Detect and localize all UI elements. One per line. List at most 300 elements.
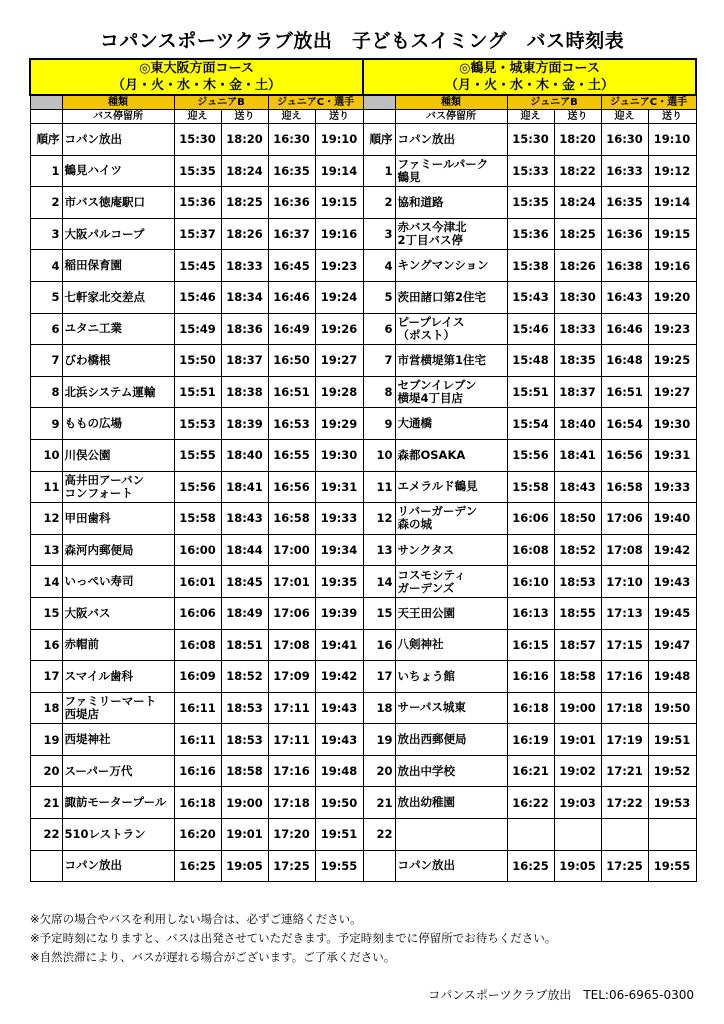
stop-name (395, 819, 507, 851)
time-c-dropoff: 19:43 (315, 692, 363, 724)
stop-name: いちょう館 (395, 661, 507, 693)
time-c-pickup: 17:19 (601, 724, 648, 756)
time-b-pickup: 16:06 (507, 503, 554, 535)
time-c-dropoff: 19:47 (648, 629, 696, 661)
time-b-pickup: 16:11 (174, 724, 221, 756)
time-b-pickup: 16:00 (174, 534, 221, 566)
time-b-pickup: 15:49 (174, 313, 221, 345)
time-c-pickup: 16:46 (268, 281, 315, 313)
stop-name: 甲田歯科 (62, 503, 174, 535)
time-b-pickup: 16:08 (507, 534, 554, 566)
time-b-pickup: 16:16 (174, 755, 221, 787)
time-b-dropoff: 18:34 (221, 281, 268, 313)
table-row (30, 566, 363, 598)
table-row (30, 850, 363, 882)
time-c-pickup: 17:11 (268, 692, 315, 724)
stop-order: 18 (363, 692, 395, 724)
table-row (363, 850, 696, 882)
table-row (30, 376, 363, 408)
course-header (30, 59, 363, 95)
table-row (363, 503, 696, 535)
time-c-dropoff: 19:10 (648, 124, 696, 156)
time-c-pickup: 16:50 (268, 345, 315, 377)
table-row (363, 250, 696, 282)
stop-name: 七軒家北交差点 (62, 281, 174, 313)
stop-order: 16 (363, 629, 395, 661)
table-row (30, 503, 363, 535)
time-c-pickup: 16:30 (601, 124, 648, 156)
time-b-dropoff: 19:02 (554, 755, 601, 787)
time-b-dropoff: 18:53 (554, 566, 601, 598)
time-c-dropoff: 19:42 (315, 661, 363, 693)
header-blank (30, 95, 62, 110)
timetable-tsurumi-joto (362, 58, 697, 882)
stop-name: ファミリーマート 西堤店 (62, 692, 174, 724)
note-line: ※自然渋滞により、バスが遅れる場合がございます。ご了承ください。 (30, 950, 396, 964)
stop-name: コパン放出 (395, 124, 507, 156)
stop-name: 大阪パルコープ (62, 218, 174, 250)
time-b-pickup: 16:21 (507, 755, 554, 787)
stop-name: 稲田保育園 (62, 250, 174, 282)
stop-name: 西堤神社 (62, 724, 174, 756)
time-b-dropoff: 18:51 (221, 629, 268, 661)
time-b-pickup: 16:25 (174, 850, 221, 882)
table-row (30, 155, 363, 187)
time-b-pickup: 15:56 (174, 471, 221, 503)
time-b-pickup: 15:37 (174, 218, 221, 250)
table-row (363, 408, 696, 440)
stop-name: 諏訪モータープール (62, 787, 174, 819)
header-pickup: 迎え (268, 110, 315, 124)
time-b-pickup: 15:53 (174, 408, 221, 440)
table-row (30, 250, 363, 282)
stop-order: 10 (363, 439, 395, 471)
header-junior-b: ジュニアB (507, 95, 601, 110)
header-dropoff: 送り (554, 110, 601, 124)
time-b-pickup: 15:33 (507, 155, 554, 187)
stop-order: 16 (30, 629, 62, 661)
table-row (363, 124, 696, 156)
table-row (363, 819, 696, 851)
stop-name: 川俣公園 (62, 439, 174, 471)
time-b-dropoff: 18:55 (554, 597, 601, 629)
stop-order: 21 (363, 787, 395, 819)
stop-name: 510レストラン (62, 819, 174, 851)
time-c-pickup: 16:43 (601, 281, 648, 313)
table-row (363, 661, 696, 693)
time-c-pickup: 17:06 (601, 503, 648, 535)
time-b-dropoff: 18:52 (221, 661, 268, 693)
table-row (30, 819, 363, 851)
time-c-dropoff: 19:16 (648, 250, 696, 282)
table-row (30, 408, 363, 440)
stop-name: 森都OSAKA (395, 439, 507, 471)
table-row (363, 281, 696, 313)
time-c-dropoff: 19:23 (648, 313, 696, 345)
time-c-pickup: 16:37 (268, 218, 315, 250)
table-row (30, 534, 363, 566)
time-b-pickup: 16:01 (174, 566, 221, 598)
stop-order: 14 (30, 566, 62, 598)
stop-order: 22 (30, 819, 62, 851)
time-b-pickup: 15:46 (174, 281, 221, 313)
header-blank (363, 110, 395, 124)
time-b-pickup: 15:54 (507, 408, 554, 440)
time-b-dropoff: 18:43 (554, 471, 601, 503)
time-c-pickup: 16:38 (601, 250, 648, 282)
time-b-dropoff: 18:57 (554, 629, 601, 661)
time-c-pickup: 16:45 (268, 250, 315, 282)
header-pickup: 迎え (507, 110, 554, 124)
stop-name: リバーガーデン 森の城 (395, 503, 507, 535)
stop-name: サンクタス (395, 534, 507, 566)
time-b-pickup: 15:55 (174, 439, 221, 471)
table-row (363, 629, 696, 661)
time-b-pickup: 15:38 (507, 250, 554, 282)
header-dropoff: 送り (221, 110, 268, 124)
stop-name: キングマンション (395, 250, 507, 282)
stop-order: 2 (363, 187, 395, 219)
time-b-pickup: 16:10 (507, 566, 554, 598)
time-b-pickup: 15:50 (174, 345, 221, 377)
stop-order: 2 (30, 187, 62, 219)
time-b-dropoff: 18:43 (221, 503, 268, 535)
table-row (30, 471, 363, 503)
stop-name: 高井田アーバン コンフォート (62, 471, 174, 503)
stop-order: 17 (363, 661, 395, 693)
table-row (30, 787, 363, 819)
stop-name: エメラルド鶴見 (395, 471, 507, 503)
stop-order: 5 (30, 281, 62, 313)
header-blank (30, 110, 62, 124)
table-row (363, 597, 696, 629)
stop-order: 19 (363, 724, 395, 756)
time-b-dropoff: 18:20 (221, 124, 268, 156)
stop-name: 赤帽前 (62, 629, 174, 661)
time-c-pickup: 17:00 (268, 534, 315, 566)
time-c-pickup: 17:16 (268, 755, 315, 787)
course-header (363, 59, 696, 95)
time-c-pickup: 17:21 (601, 755, 648, 787)
time-b-pickup: 16:22 (507, 787, 554, 819)
stop-name: 鶴見ハイツ (62, 155, 174, 187)
time-c-dropoff: 19:25 (648, 345, 696, 377)
stop-order: 20 (30, 755, 62, 787)
stop-name: びわ橋根 (62, 345, 174, 377)
time-c-dropoff: 19:50 (315, 787, 363, 819)
time-b-dropoff: 18:24 (221, 155, 268, 187)
course-days: （月・火・水・木・金・土） (445, 78, 615, 93)
stop-order: 14 (363, 566, 395, 598)
time-c-dropoff: 19:30 (648, 408, 696, 440)
time-b-pickup (507, 819, 554, 851)
footer-contact: コパンスポーツクラブ放出 TEL:06-6965-0300 (428, 988, 694, 1002)
time-c-dropoff: 19:29 (315, 408, 363, 440)
table-row (30, 345, 363, 377)
table-row (30, 124, 363, 156)
time-c-dropoff: 19:16 (315, 218, 363, 250)
time-c-dropoff: 19:48 (648, 661, 696, 693)
time-b-pickup: 16:09 (174, 661, 221, 693)
time-c-dropoff: 19:41 (315, 629, 363, 661)
table-row (363, 534, 696, 566)
time-c-pickup: 17:18 (601, 692, 648, 724)
time-c-pickup: 17:09 (268, 661, 315, 693)
table-row (30, 597, 363, 629)
time-c-pickup: 17:25 (601, 850, 648, 882)
stop-name: コパン放出 (62, 124, 174, 156)
table-row (363, 787, 696, 819)
time-c-dropoff: 19:40 (648, 503, 696, 535)
table-row (363, 724, 696, 756)
time-c-pickup: 17:22 (601, 787, 648, 819)
time-c-pickup: 16:58 (601, 471, 648, 503)
stop-order: 20 (363, 755, 395, 787)
time-c-dropoff (648, 819, 696, 851)
stop-order: 4 (30, 250, 62, 282)
header-type: 種類 (62, 95, 174, 110)
stop-name: 森河内郵便局 (62, 534, 174, 566)
time-b-dropoff: 18:24 (554, 187, 601, 219)
time-c-pickup: 17:16 (601, 661, 648, 693)
time-c-dropoff: 19:26 (315, 313, 363, 345)
stop-order: 19 (30, 724, 62, 756)
time-c-pickup: 17:10 (601, 566, 648, 598)
time-b-dropoff: 18:33 (554, 313, 601, 345)
time-c-pickup: 17:25 (268, 850, 315, 882)
stop-order: 7 (30, 345, 62, 377)
time-b-dropoff: 18:33 (221, 250, 268, 282)
time-c-dropoff: 19:52 (648, 755, 696, 787)
time-c-dropoff: 19:53 (648, 787, 696, 819)
time-b-pickup: 15:58 (507, 471, 554, 503)
table-row (363, 187, 696, 219)
time-c-pickup: 17:06 (268, 597, 315, 629)
time-c-pickup: 17:15 (601, 629, 648, 661)
time-b-dropoff: 18:26 (554, 250, 601, 282)
time-b-dropoff: 18:58 (554, 661, 601, 693)
time-c-pickup: 17:20 (268, 819, 315, 851)
time-b-dropoff: 19:03 (554, 787, 601, 819)
stop-name: コスモシティ ガーデンズ (395, 566, 507, 598)
time-c-dropoff: 19:51 (315, 819, 363, 851)
stop-order: 17 (30, 661, 62, 693)
time-c-dropoff: 19:42 (648, 534, 696, 566)
table-row (30, 439, 363, 471)
time-c-pickup (601, 819, 648, 851)
time-b-pickup: 15:36 (174, 187, 221, 219)
time-b-pickup: 16:11 (174, 692, 221, 724)
time-b-pickup: 16:20 (174, 819, 221, 851)
time-c-pickup: 16:53 (268, 408, 315, 440)
time-c-dropoff: 19:31 (648, 439, 696, 471)
time-c-dropoff: 19:12 (648, 155, 696, 187)
stop-name: 赤バス今津北 2丁目バス停 (395, 218, 507, 250)
time-c-dropoff: 19:31 (315, 471, 363, 503)
time-c-dropoff: 19:15 (648, 218, 696, 250)
time-c-dropoff: 19:55 (315, 850, 363, 882)
stop-order: 順序 (363, 124, 395, 156)
stop-order: 15 (363, 597, 395, 629)
time-c-pickup: 17:18 (268, 787, 315, 819)
stop-order: 11 (363, 471, 395, 503)
header-junior-c: ジュニアC・選手 (268, 95, 363, 110)
stop-name: サーパス城東 (395, 692, 507, 724)
stop-order (363, 850, 395, 882)
course-days: （月・火・水・木・金・土） (112, 78, 282, 93)
table-row (30, 692, 363, 724)
stop-order: 18 (30, 692, 62, 724)
stop-order: 8 (30, 376, 62, 408)
page-title: コパンスポーツクラブ放出 子どもスイミング バス時刻表 (99, 30, 625, 52)
time-c-pickup: 16:33 (601, 155, 648, 187)
time-b-dropoff: 19:00 (554, 692, 601, 724)
time-c-pickup: 17:13 (601, 597, 648, 629)
stop-order: 13 (363, 534, 395, 566)
time-c-dropoff: 19:55 (648, 850, 696, 882)
time-b-pickup: 16:16 (507, 661, 554, 693)
time-b-dropoff: 19:01 (554, 724, 601, 756)
time-b-dropoff: 18:53 (221, 724, 268, 756)
header-pickup: 迎え (174, 110, 221, 124)
time-c-pickup: 16:58 (268, 503, 315, 535)
table-row (363, 566, 696, 598)
time-b-pickup: 16:25 (507, 850, 554, 882)
time-c-dropoff: 19:43 (315, 724, 363, 756)
time-b-pickup: 15:48 (507, 345, 554, 377)
stop-name: 市バス徳庵駅口 (62, 187, 174, 219)
header-dropoff: 送り (315, 110, 363, 124)
time-c-dropoff: 19:14 (315, 155, 363, 187)
table-row (30, 218, 363, 250)
time-c-dropoff: 19:34 (315, 534, 363, 566)
time-b-pickup: 15:30 (174, 124, 221, 156)
header-blank (363, 95, 395, 110)
time-b-dropoff: 18:26 (221, 218, 268, 250)
stop-order: 9 (363, 408, 395, 440)
time-c-dropoff: 19:14 (648, 187, 696, 219)
time-b-dropoff: 18:41 (554, 439, 601, 471)
time-b-pickup: 16:18 (174, 787, 221, 819)
notes (30, 910, 556, 967)
stop-name: 大通橋 (395, 408, 507, 440)
table-row (30, 313, 363, 345)
header-dropoff: 送り (648, 110, 696, 124)
time-b-pickup: 16:18 (507, 692, 554, 724)
time-c-dropoff: 19:33 (315, 503, 363, 535)
stop-order: 11 (30, 471, 62, 503)
time-b-dropoff: 19:00 (221, 787, 268, 819)
table-row (30, 629, 363, 661)
time-c-pickup: 16:35 (601, 187, 648, 219)
time-c-pickup: 16:35 (268, 155, 315, 187)
time-c-pickup: 17:11 (268, 724, 315, 756)
time-b-pickup: 16:08 (174, 629, 221, 661)
time-b-pickup: 15:56 (507, 439, 554, 471)
header-pickup: 迎え (601, 110, 648, 124)
time-c-dropoff: 19:27 (315, 345, 363, 377)
time-b-pickup: 15:35 (507, 187, 554, 219)
time-b-dropoff: 18:53 (221, 692, 268, 724)
table-row (30, 281, 363, 313)
time-c-dropoff: 19:27 (648, 376, 696, 408)
table-row (363, 755, 696, 787)
time-b-pickup: 15:30 (507, 124, 554, 156)
time-b-pickup: 16:15 (507, 629, 554, 661)
time-b-dropoff: 18:39 (221, 408, 268, 440)
time-b-dropoff: 18:35 (554, 345, 601, 377)
stop-name: 大阪バス (62, 597, 174, 629)
time-c-dropoff: 19:10 (315, 124, 363, 156)
table-row (363, 345, 696, 377)
table-row (30, 724, 363, 756)
time-c-pickup: 16:46 (601, 313, 648, 345)
header-junior-c: ジュニアC・選手 (601, 95, 696, 110)
time-b-pickup: 15:35 (174, 155, 221, 187)
stop-name: セブンイレブン 横堤4丁目店 (395, 376, 507, 408)
time-b-dropoff: 18:25 (221, 187, 268, 219)
time-c-dropoff: 19:15 (315, 187, 363, 219)
time-b-dropoff: 18:20 (554, 124, 601, 156)
stop-order: 10 (30, 439, 62, 471)
stop-name: ピープレイス （ポスト） (395, 313, 507, 345)
note-line: ※予定時刻になりますと、バスは出発させていただきます。予定時刻までに停留所でお待ちください。 (30, 931, 557, 945)
stop-name: 茨田諸口第2住宅 (395, 281, 507, 313)
stop-order: 順序 (30, 124, 62, 156)
time-c-pickup: 16:36 (601, 218, 648, 250)
table-row (30, 187, 363, 219)
time-c-dropoff: 19:23 (315, 250, 363, 282)
time-b-pickup: 15:46 (507, 313, 554, 345)
time-c-dropoff: 19:24 (315, 281, 363, 313)
stop-order: 12 (30, 503, 62, 535)
stop-name: 放出幼稚園 (395, 787, 507, 819)
time-b-dropoff (554, 819, 601, 851)
stop-order: 3 (363, 218, 395, 250)
stop-name: 北浜システム運輸 (62, 376, 174, 408)
time-c-pickup: 17:01 (268, 566, 315, 598)
time-b-dropoff: 18:22 (554, 155, 601, 187)
time-c-dropoff: 19:30 (315, 439, 363, 471)
stop-name: 市営横堤第1住宅 (395, 345, 507, 377)
time-c-dropoff: 19:33 (648, 471, 696, 503)
time-c-dropoff: 19:43 (648, 566, 696, 598)
time-c-pickup: 16:49 (268, 313, 315, 345)
stop-order (30, 850, 62, 882)
time-b-dropoff: 18:38 (221, 376, 268, 408)
header-stop: バス停留所 (395, 110, 507, 124)
time-b-dropoff: 18:40 (221, 439, 268, 471)
time-c-pickup: 16:48 (601, 345, 648, 377)
time-c-dropoff: 19:28 (315, 376, 363, 408)
time-c-dropoff: 19:45 (648, 597, 696, 629)
stop-name: スーパー万代 (62, 755, 174, 787)
time-b-pickup: 15:45 (174, 250, 221, 282)
header-stop: バス停留所 (62, 110, 174, 124)
table-row (30, 661, 363, 693)
time-b-pickup: 16:06 (174, 597, 221, 629)
time-b-dropoff: 19:05 (554, 850, 601, 882)
stop-name: スマイル歯科 (62, 661, 174, 693)
course-name: ◎東大阪方面コース (139, 61, 254, 76)
stop-name: コパン放出 (62, 850, 174, 882)
course-name: ◎鶴見・城東方面コース (459, 61, 600, 76)
table-row (363, 439, 696, 471)
time-b-pickup: 16:13 (507, 597, 554, 629)
stop-name: 放出西郵便局 (395, 724, 507, 756)
time-c-pickup: 17:08 (601, 534, 648, 566)
time-c-dropoff: 19:50 (648, 692, 696, 724)
